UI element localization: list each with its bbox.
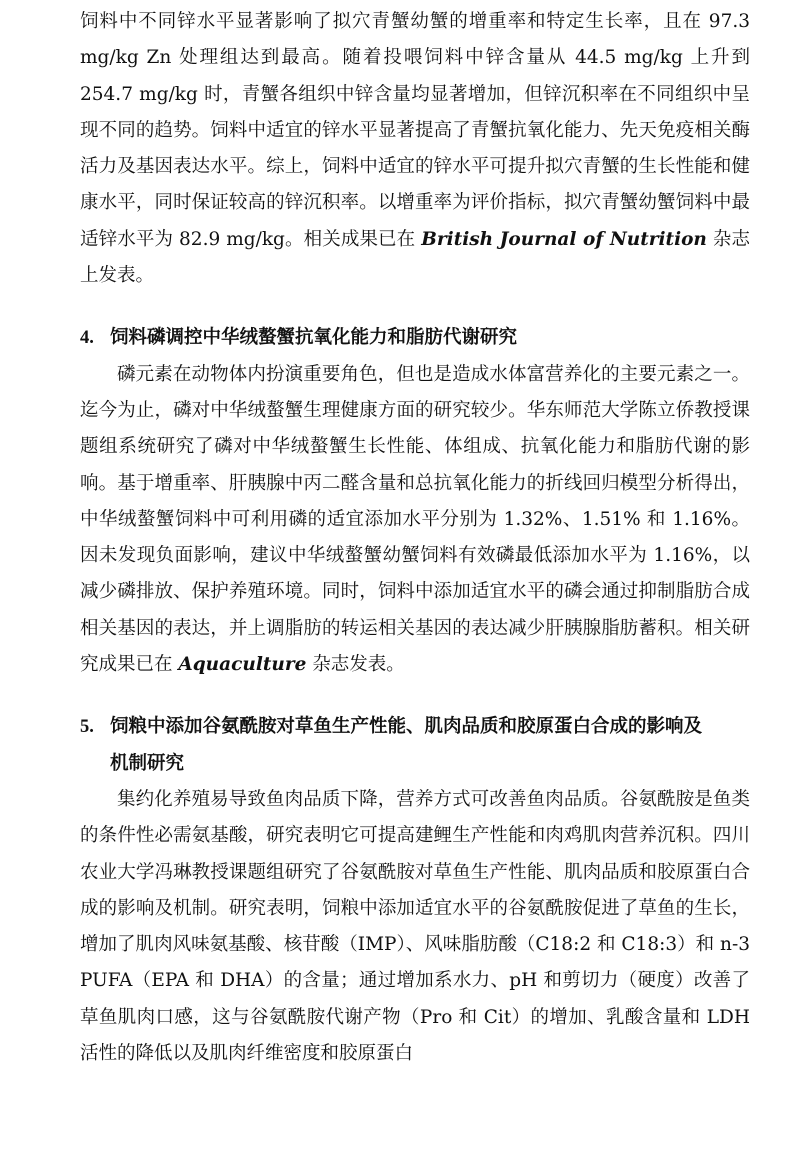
journal-british-journal-of-nutrition: British Journal of Nutrition xyxy=(421,228,707,250)
paragraph-zinc-text: 饲料中不同锌水平显著影响了拟穴青蟹幼蟹的增重率和特定生长率，且在 97.3 mg/kg Zn 处理组达到最高。随着投喂饲料中锌含量从 44.5 mg/kg 上升到 254.7 mg/kg 时，青蟹各组织中锌含量均显著增加，但锌沉积率在不同组织中呈现不同的趋势。饲料中适宜的锌水平显著提高了青蟹抗氧化能力、先天免疫相关酶活力及基因表达水平。综上，饲料中适宜的锌水平可提升拟穴青蟹的生长性能和健康水平，同时保证较高的锌沉积率。以增重率为评价指标，拟穴青蟹幼蟹饲料中最适锌水平为 82.9 mg/kg。相关成果已在 xyxy=(80,11,750,250)
section-5-heading xyxy=(80,709,750,782)
paragraph-glutamine-text: 集约化养殖易导致鱼肉品质下降，营养方式可改善鱼肉品质。谷氨酰胺是鱼类的条件性必需氨基酸，研究表明它可提高建鲤生产性能和肉鸡肌肉营养沉积。四川农业大学冯琳教授课题组研究了谷氨酰胺对草鱼生产性能、肌肉品质和胶原蛋白合成的影响及机制。研究表明，饲粮中添加适宜水平的谷氨酰胺促进了草鱼的生长，增加了肌肉风味氨基酸、核苷酸（IMP）、风味脂肪酸（C18:2 和 C18:3）和 n-3 PUFA（EPA 和 DHA）的含量；通过增加系水力、pH 和剪切力（硬度）改善了草鱼肌肉口感，这与谷氨酰胺代谢产物（Pro 和 Cit）的增加、乳酸含量和 LDH 活性的降低以及肌肉纤维密度和胶原蛋白 xyxy=(80,788,750,1065)
paragraph-glutamine xyxy=(80,782,750,1072)
paragraph-phosphorus-text: 磷元素在动物体内扮演重要角色，但也是造成水体富营养化的主要元素之一。迄今为止，磷对中华绒螯蟹生理健康方面的研究较少。华东师范大学陈立侨教授课题组系统研究了磷对中华绒螯蟹生长性能、体组成、抗氧化能力和脂肪代谢的影响。基于增重率、肝胰腺中丙二醛含量和总抗氧化能力的折线回归模型分析得出，中华绒螯蟹饲料中可利用磷的适宜添加水平分别为 1.32%、1.51% 和 1.16%。因未发现负面影响，建议中华绒螯蟹幼蟹饲料有效磷最低添加水平为 1.16%，以减少磷排放、保护养殖环境。同时，饲料中添加适宜水平的磷会通过抑制脂肪合成相关基因的表达，并上调脂肪的转运相关基因的表达减少肝胰腺脂肪蓄积。相关研究成果已在 xyxy=(80,363,750,676)
section-4-title: 饲料磷调控中华绒螯蟹抗氧化能力和脂肪代谢研究 xyxy=(110,327,518,349)
section-gap xyxy=(80,294,750,320)
section-5-title-line2: 机制研究 xyxy=(110,752,185,774)
paragraph-phosphorus-tail: 杂志发表。 xyxy=(306,654,405,676)
section-5-title-line1: 饲粮中添加谷氨酰胺对草鱼生产性能、肌肉品质和胶原蛋白合成的影响及 xyxy=(110,716,703,738)
section-5-number: 5. xyxy=(80,717,94,738)
journal-aquaculture: Aquaculture xyxy=(178,654,307,676)
paragraph-zinc xyxy=(80,0,750,294)
paragraph-phosphorus xyxy=(80,357,750,684)
section-4-number: 4. xyxy=(80,328,94,349)
section-4-heading xyxy=(80,320,750,356)
paragraph-zinc-tail: 杂志上发表。 xyxy=(80,228,750,287)
section-gap xyxy=(80,683,750,709)
